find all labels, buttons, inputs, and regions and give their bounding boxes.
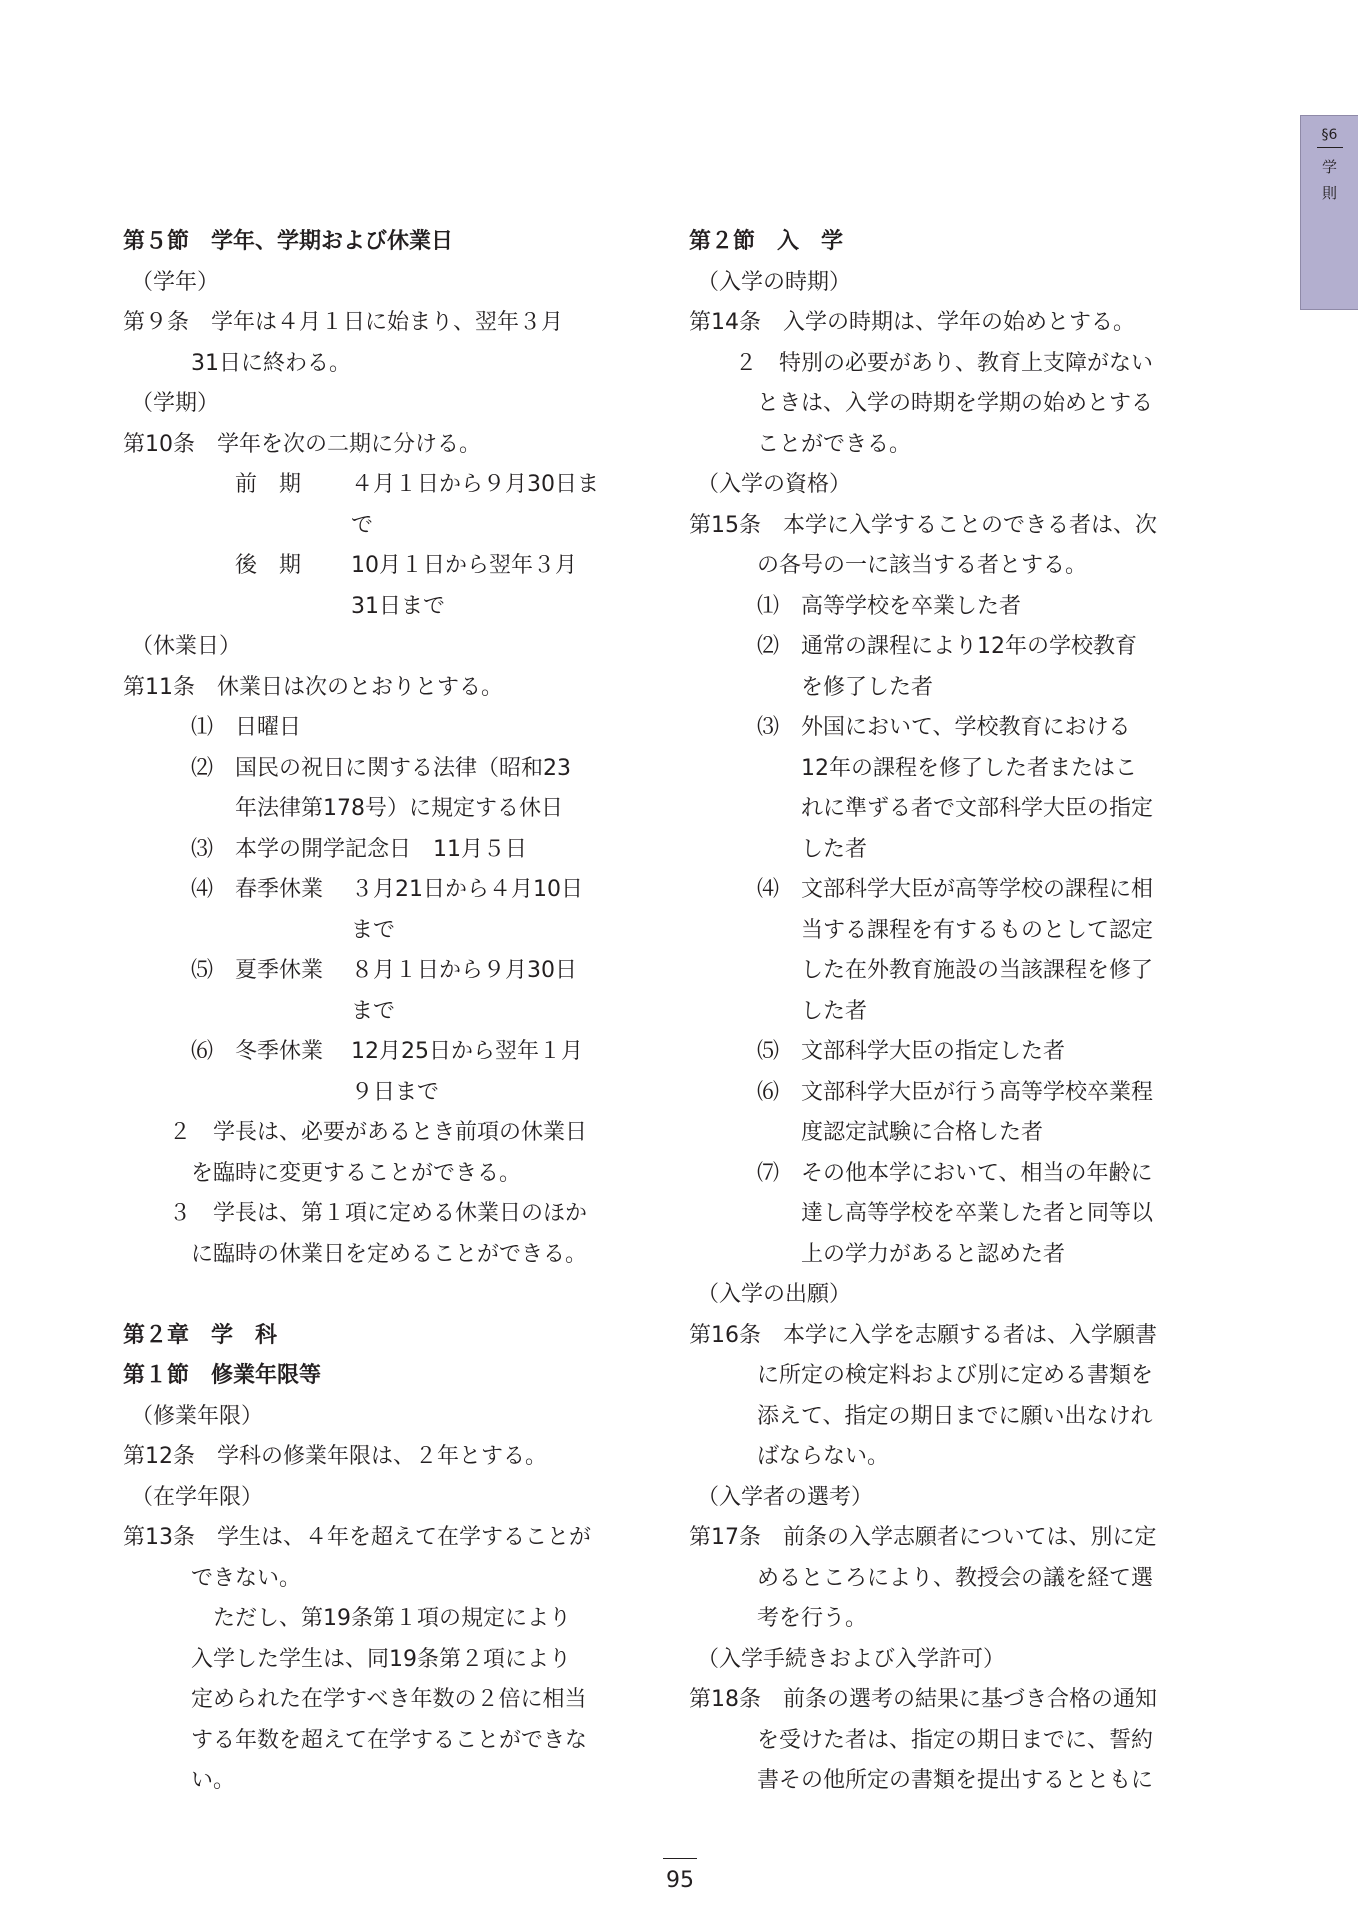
text-line: した在外教育施設の当該課程を修了: [801, 958, 1154, 983]
text-line: ９日まで: [351, 1079, 440, 1105]
text-line: の各号の一に該当する者とする。: [757, 553, 1088, 578]
text-line: めるところにより、教授会の議を経て選: [757, 1565, 1154, 1591]
text-line: 第14条 入学の時期は、学年の始めとする。: [689, 310, 1135, 335]
text-line: ただし、第19条第１項の規定により: [213, 1606, 571, 1631]
text-line: できない。: [191, 1565, 302, 1591]
text-line: ⑴ 高等学校を卒業した者: [757, 593, 1022, 619]
text-line: 12年の課程を修了した者またはこ: [801, 755, 1137, 781]
page-number-rule: [663, 1858, 697, 1859]
text-line: 第11条 休業日は次のとおりとする。: [123, 674, 503, 700]
section-heading: 第２節 入 学: [689, 229, 844, 254]
text-line: [123, 1032, 603, 1073]
text-line: 第10条 学年を次の二期に分ける。: [123, 431, 481, 457]
text-line: 当する課程を有するものとして認定: [801, 917, 1154, 943]
right-column: [689, 222, 1169, 1802]
text-line: 年法律第178号）に規定する休日: [235, 796, 563, 821]
text-line: （学年）: [131, 269, 220, 295]
term-label: 前 期: [235, 472, 302, 497]
text-line: ばならない。: [757, 1444, 890, 1469]
text-line: 定められた在学すべき年数の２倍に相当: [191, 1687, 587, 1712]
text-line: ときは、入学の時期を学期の始めとする: [757, 391, 1154, 416]
text-line: 考を行う。: [757, 1606, 868, 1631]
text-line: ⑶ 本学の開学記念日 11月５日: [191, 836, 527, 862]
text-line: を修了した者: [801, 674, 934, 700]
text-line: ２ 特別の必要があり、教育上支障がない: [735, 350, 1154, 376]
term-label: ⑸ 夏季休業: [191, 958, 324, 983]
text-line: 第12条 学科の修業年限は、２年とする。: [123, 1444, 547, 1469]
text-line: （休業日）: [131, 634, 242, 659]
text-line: （入学の時期）: [697, 269, 852, 295]
term-value: ４月１日から９月30日ま: [351, 472, 599, 497]
text-line: 書その他所定の書類を提出するとともに: [757, 1768, 1154, 1793]
term-value: ８月１日から９月30日: [351, 958, 577, 983]
text-line: 第16条 本学に入学を志願する者は、入学願書: [689, 1322, 1157, 1348]
text-line: [123, 546, 603, 587]
text-line: で: [351, 512, 374, 538]
text-line: 達し高等学校を卒業した者と同等以: [801, 1201, 1154, 1226]
section-number: §6: [1321, 127, 1338, 143]
blank-line: [123, 1275, 603, 1316]
text-line: 第15条 本学に入学することのできる者は、次: [689, 512, 1157, 538]
term-value: ３月21日から４月10日: [351, 877, 583, 902]
text-line: を臨時に変更することができる。: [191, 1160, 522, 1186]
section-heading: 第２章 学 科: [123, 1322, 278, 1348]
text-line: 31日に終わる。: [191, 350, 351, 376]
text-line: （入学者の選考）: [697, 1484, 874, 1510]
term-label: ⑷ 春季休業: [191, 877, 324, 902]
text-line: に臨時の休業日を定めることができる。: [191, 1241, 588, 1267]
text-line: （修業年限）: [131, 1403, 264, 1429]
text-line: 入学した学生は、同19条第２項により: [191, 1646, 571, 1672]
text-line: ⑷ 文部科学大臣が高等学校の課程に相: [757, 877, 1154, 902]
text-line: まで: [351, 917, 396, 943]
tab-char-2: 則: [1321, 184, 1337, 202]
tab-rule: [1317, 147, 1343, 148]
text-line: （在学年限）: [131, 1484, 264, 1510]
text-line: 第18条 前条の選考の結果に基づき合格の通知: [689, 1687, 1157, 1712]
page-number: 95: [666, 1868, 694, 1893]
text-line: ⑶ 外国において、学校教育における: [757, 715, 1131, 740]
text-line: （入学手続きおよび入学許可）: [697, 1646, 1006, 1672]
left-column: [123, 222, 603, 1802]
text-line: ことができる。: [757, 431, 912, 457]
text-line: （入学の出願）: [697, 1282, 852, 1307]
text-line: 第９条 学年は４月１日に始まり、翌年３月: [123, 310, 564, 335]
text-line: い。: [191, 1768, 236, 1793]
text-line: ⑺ その他本学において、相当の年齢に: [757, 1160, 1153, 1186]
text-line: した者: [801, 836, 868, 862]
text-line: ⑵ 通常の課程により12年の学校教育: [757, 634, 1137, 659]
text-line: [123, 465, 603, 506]
text-line: に所定の検定料および別に定める書類を: [757, 1363, 1154, 1388]
text-line: [123, 870, 603, 911]
text-line: ⑹ 文部科学大臣が行う高等学校卒業程: [757, 1079, 1154, 1105]
text-line: ⑴ 日曜日: [191, 715, 302, 740]
text-line: を受けた者は、指定の期日までに、誓約: [757, 1727, 1154, 1753]
text-line: ⑸ 文部科学大臣の指定した者: [757, 1039, 1066, 1064]
text-line: 第17条 前条の入学志願者については、別に定: [689, 1525, 1157, 1550]
text-line: 度認定試験に合格した者: [801, 1120, 1044, 1145]
text-line: [123, 951, 603, 992]
text-line: ２ 学長は、必要があるとき前項の休業日: [169, 1120, 588, 1145]
term-value: 10月１日から翌年３月: [351, 553, 577, 578]
term-value: 12月25日から翌年１月: [351, 1039, 583, 1064]
tab-char-1: 学: [1321, 158, 1337, 176]
text-line: 31日まで: [351, 593, 445, 619]
section-heading: 第１節 修業年限等: [123, 1363, 322, 1388]
text-line: 添えて、指定の期日までに願い出なけれ: [757, 1403, 1153, 1429]
text-line: した者: [801, 998, 868, 1024]
text-line: れに準ずる者で文部科学大臣の指定: [801, 796, 1154, 821]
text-line: （入学の資格）: [697, 472, 852, 497]
term-label: 後 期: [235, 553, 302, 578]
text-line: まで: [351, 998, 396, 1024]
text-line: （学期）: [131, 391, 220, 416]
term-label: ⑹ 冬季休業: [191, 1039, 324, 1064]
text-line: 第13条 学生は、４年を超えて在学することが: [123, 1525, 591, 1550]
section-heading: 第５節 学年、学期および休業日: [123, 229, 454, 254]
text-line: 上の学力があると認めた者: [801, 1241, 1066, 1267]
section-tab: [1300, 115, 1358, 310]
text-line: ⑵ 国民の祝日に関する法律（昭和23: [191, 755, 571, 781]
text-line: ３ 学長は、第１項に定める休業日のほか: [169, 1201, 588, 1226]
text-line: する年数を超えて在学することができな: [191, 1727, 588, 1753]
